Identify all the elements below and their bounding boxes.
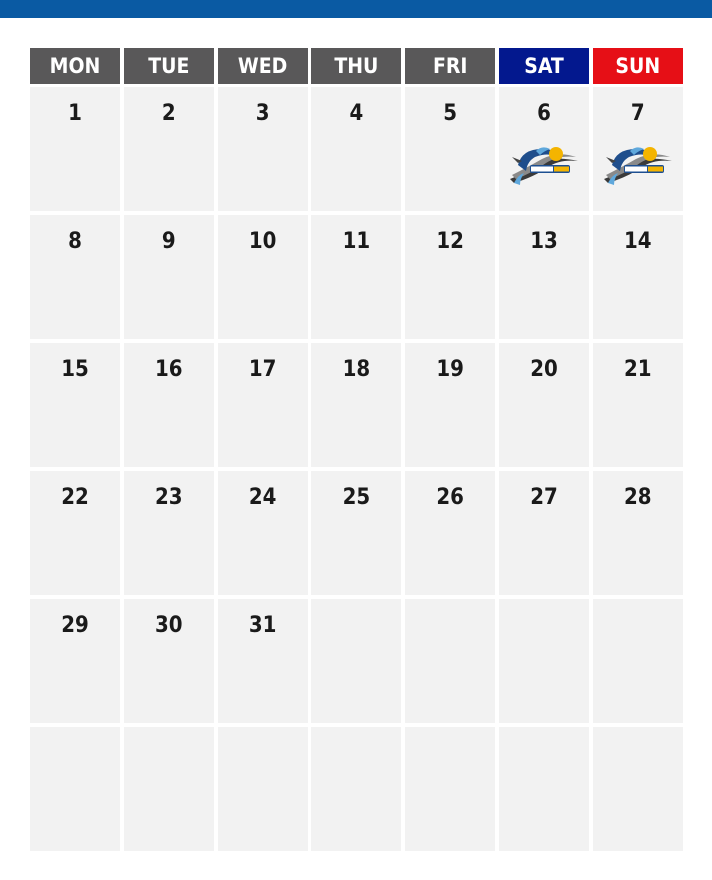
day-number: 1: [68, 101, 82, 126]
day-number: 25: [342, 485, 371, 510]
day-cell[interactable]: [311, 471, 401, 595]
day-cell[interactable]: [124, 471, 214, 595]
day-cell[interactable]: [218, 343, 308, 467]
weekday-header-mon: MON: [30, 48, 120, 84]
day-number: 6: [537, 101, 551, 126]
day-cell[interactable]: [499, 215, 589, 339]
day-cell[interactable]: [311, 343, 401, 467]
day-cell[interactable]: [218, 471, 308, 595]
day-number: 30: [155, 613, 183, 638]
weekday-header-sun: SUN: [593, 48, 683, 84]
day-cell[interactable]: [593, 87, 683, 211]
day-cell[interactable]: [405, 343, 495, 467]
day-cell[interactable]: [405, 599, 495, 723]
day-cell[interactable]: [30, 87, 120, 211]
team-logo-icon[interactable]: [508, 143, 580, 189]
day-cell[interactable]: [499, 343, 589, 467]
day-cell[interactable]: [124, 215, 214, 339]
day-cell[interactable]: [311, 599, 401, 723]
day-cell[interactable]: [593, 343, 683, 467]
day-number: 19: [436, 357, 464, 382]
day-cell[interactable]: [499, 599, 589, 723]
day-number: 5: [443, 101, 458, 126]
day-cell[interactable]: [218, 215, 308, 339]
day-cell[interactable]: [218, 727, 308, 851]
day-number: 16: [155, 357, 183, 382]
day-number: 9: [161, 229, 176, 254]
day-cell[interactable]: [30, 343, 120, 467]
day-cell[interactable]: [218, 599, 308, 723]
day-grid: [30, 87, 683, 851]
top-banner-bar: [0, 0, 712, 18]
day-number: 23: [155, 485, 183, 510]
day-number: 3: [255, 101, 270, 126]
day-cell[interactable]: [405, 87, 495, 211]
day-number: 2: [161, 101, 176, 126]
day-cell[interactable]: [30, 727, 120, 851]
day-cell[interactable]: [30, 599, 120, 723]
day-number: 13: [530, 229, 558, 254]
month-calendar: [30, 48, 683, 851]
weekday-header-row: [30, 48, 683, 84]
day-cell[interactable]: [499, 727, 589, 851]
day-number: 29: [61, 613, 89, 638]
weekday-header-thu: THU: [311, 48, 401, 84]
day-cell[interactable]: [593, 599, 683, 723]
day-number: 18: [342, 357, 371, 382]
day-number: 11: [342, 229, 371, 254]
day-number: 27: [530, 485, 558, 510]
day-number: 14: [624, 229, 652, 254]
day-cell[interactable]: [124, 727, 214, 851]
day-number: 17: [248, 357, 277, 382]
day-cell[interactable]: [311, 727, 401, 851]
day-cell[interactable]: [593, 471, 683, 595]
day-cell[interactable]: [30, 215, 120, 339]
day-cell[interactable]: [311, 215, 401, 339]
weekday-header-sat: SAT: [499, 48, 589, 84]
day-cell[interactable]: [499, 471, 589, 595]
day-cell[interactable]: [499, 87, 589, 211]
day-cell[interactable]: [218, 87, 308, 211]
day-cell[interactable]: [311, 87, 401, 211]
day-number: 20: [530, 357, 558, 382]
day-number: 26: [436, 485, 464, 510]
day-number: 31: [248, 613, 277, 638]
day-number: 7: [630, 101, 645, 126]
day-cell[interactable]: [405, 215, 495, 339]
day-number: 22: [61, 485, 89, 510]
weekday-header-wed: WED: [218, 48, 308, 84]
day-cell[interactable]: [405, 471, 495, 595]
day-cell[interactable]: [124, 343, 214, 467]
day-number: 12: [436, 229, 464, 254]
day-cell[interactable]: [405, 727, 495, 851]
day-cell[interactable]: [30, 471, 120, 595]
day-number: 15: [61, 357, 89, 382]
day-number: 24: [248, 485, 277, 510]
day-cell[interactable]: [124, 87, 214, 211]
day-number: 21: [624, 357, 652, 382]
day-cell[interactable]: [593, 727, 683, 851]
weekday-header-fri: FRI: [405, 48, 495, 84]
day-number: 28: [624, 485, 652, 510]
day-cell[interactable]: [124, 599, 214, 723]
weekday-header-tue: TUE: [124, 48, 214, 84]
day-cell[interactable]: [593, 215, 683, 339]
day-number: 10: [248, 229, 277, 254]
day-number: 4: [349, 101, 364, 126]
day-number: 8: [68, 229, 82, 254]
team-logo-icon[interactable]: [602, 143, 674, 189]
